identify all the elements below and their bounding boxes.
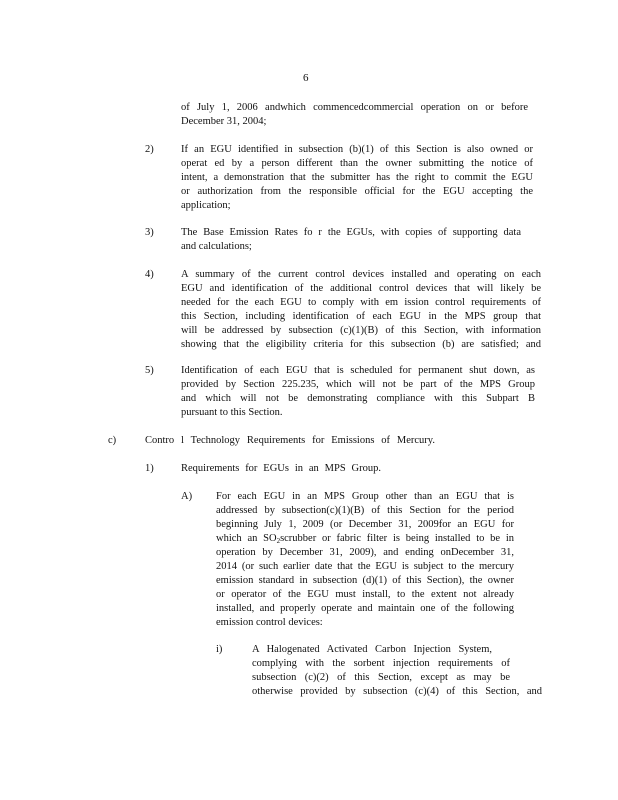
text-line: needed for the each EGU to comply with em ission control requirements of [181, 297, 541, 308]
text-line [216, 532, 514, 546]
text-line: Identification of each EGU that is scheduled for permanent shut down, as [181, 365, 535, 376]
text-line: emission control devices: [216, 617, 323, 628]
text-line: subsection (c)(2) of this Section, except as may be [252, 672, 510, 683]
text-line: this Section, including identification of each EGU in the MPS group that [181, 311, 541, 322]
item-marker: 4) [145, 269, 154, 280]
text-line: and which will not be demonstrating compliance with this Subpart B [181, 393, 535, 404]
text-line: or authorization from the responsible official for the EGU accepting the [181, 186, 533, 197]
subsection-marker: A) [181, 491, 193, 502]
text-line: 2014 (or such earlier date that the EGU is subject to the mercury [216, 561, 514, 572]
text-line: EGU and identification of the additional control devices that will likely be [181, 283, 541, 294]
text-line: provided by Section 225.235, which will not be part of the MPS Group [181, 379, 535, 390]
text-line: Requirements for EGUs in an MPS Group. [181, 463, 381, 474]
text-line: If an EGU identified in subsection (b)(1) of this Section is also owned or [181, 144, 533, 155]
subsection-marker: 1) [145, 463, 154, 474]
continuation-paragraph [181, 101, 528, 129]
text-line: pursuant to this Section. [181, 407, 283, 418]
page-number: 6 [303, 72, 309, 84]
text-line: operation by December 31, 2009), and ending onDecember 31, [216, 547, 514, 558]
text-line: of July 1, 2006 andwhich commencedcommercial operation on or before [181, 102, 528, 113]
text-line: showing that the eligibility criteria for this subsection (b) are satisfied; and [181, 339, 541, 350]
text-line: or operator of the EGU must install, to the extent not already [216, 589, 514, 600]
item-marker: 3) [145, 227, 154, 238]
text-line: will be addressed by subsection (c)(1)(B) of this Section, with information [181, 325, 541, 336]
text-line: installed, and properly operate and maintain one of the following [216, 603, 514, 614]
text-line: application; [181, 200, 231, 211]
section-heading [145, 434, 435, 448]
list-item-paragraph [181, 268, 541, 352]
text-line: A Halogenated Activated Carbon Injection System, [252, 644, 492, 655]
text-line: and calculations; [181, 241, 252, 252]
text-line: operat ed by a person different than the owner submitting the notice of [181, 158, 533, 169]
subsection-paragraph [252, 643, 542, 699]
text-line: complying with the sorbent injection requirements of [252, 658, 510, 669]
text-line: For each EGU in an MPS Group other than an EGU that is [216, 491, 514, 502]
text-line: Contro l Technology Requirements for Emissions of Mercury. [145, 435, 435, 446]
text-fragment: which an SO [216, 533, 277, 544]
text-fragment: scrubber or fabric filter is being installed to be in [280, 533, 515, 544]
text-line: December 31, 2004; [181, 116, 267, 127]
list-item-paragraph [181, 364, 535, 420]
text-line: The Base Emission Rates fo r the EGUs, with copies of supporting data [181, 227, 521, 238]
text-line: beginning July 1, 2009 (or December 31, 2009for an EGU for [216, 519, 514, 530]
subscript: 2 [276, 537, 281, 545]
list-item-paragraph [181, 143, 533, 213]
text-line: intent, a demonstration that the submitter has the right to commit the EGU [181, 172, 533, 183]
item-marker: 5) [145, 365, 154, 376]
section-marker: c) [108, 435, 117, 446]
list-item-paragraph [181, 226, 521, 254]
text-line: otherwise provided by subsection (c)(4) of this Section, and [252, 686, 542, 697]
item-marker: 2) [145, 144, 154, 155]
subsection-paragraph [216, 490, 514, 630]
subsection-heading [181, 462, 381, 476]
text-line: A summary of the current control devices installed and operating on each [181, 269, 541, 280]
text-line: emission standard in subsection (d)(1) of this Section), the owner [216, 575, 514, 586]
text-line: addressed by subsection(c)(1)(B) of this Section for the period [216, 505, 514, 516]
subsection-marker: i) [216, 644, 223, 655]
